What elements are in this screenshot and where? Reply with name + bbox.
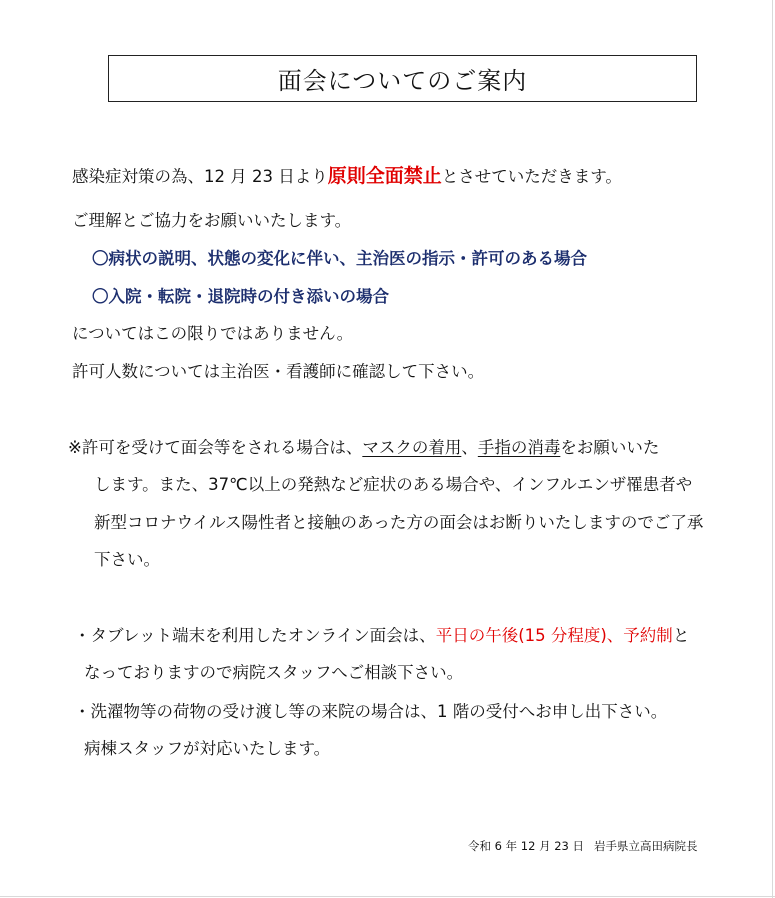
exception-item-2: 〇入院・転院・退院時の付き添いの場合 (92, 287, 389, 306)
notice-line-4: 許可人数については主治医・看護師に確認して下さい。 (72, 362, 485, 381)
page-border-right (772, 0, 773, 898)
total-ban-emphasis: 原則全面禁止 (327, 165, 442, 187)
bullet-online-visit (74, 625, 689, 647)
bullet-online-visit-before: ・タブレット端末を利用したオンライン面会は、 (74, 626, 436, 645)
online-visit-conditions: 平日の午後(15 分程度)、予約制 (435, 626, 673, 645)
exception-item-1: 〇病状の説明、状態の変化に伴い、主治医の指示・許可のある場合 (92, 249, 587, 268)
caution-line-1-sep: 、 (461, 438, 478, 457)
notice-line-1-after: とさせていただきます。 (441, 167, 622, 186)
bullet-laundry-handover: ・洗濯物等の荷物の受け渡し等の来院の場合は、1 階の受付へお申し出下さい。 (74, 702, 668, 721)
notice-line-1-before: 感染症対策の為、12 月 23 日より (72, 167, 328, 186)
page-title-text: 面会についてのご案内 (277, 67, 528, 95)
caution-line-1-before: ※許可を受けて面会等をされる場合は、 (68, 438, 363, 457)
caution-line-1-after: をお願いいた (560, 438, 660, 457)
caution-line-4: 下さい。 (94, 550, 160, 569)
caution-line-3: 新型コロナウイルス陽性者と接触のあった方の面会はお断りいたしますのでご了承 (94, 513, 704, 532)
bullet-online-visit-after: と (672, 626, 690, 645)
mask-wearing-text: マスクの着用 (362, 438, 462, 457)
footer (468, 838, 698, 854)
notice-line-1 (72, 165, 622, 188)
bullet-online-visit-line-2: なっておりますので病院スタッフへご相談下さい。 (84, 663, 464, 682)
footer-signature: 岩手県立高田病院長 (594, 839, 698, 853)
hand-sanitizing-text: 手指の消毒 (477, 438, 561, 457)
page-title (108, 55, 697, 102)
caution-line-2: します。また、37℃以上の発熱など症状のある場合や、インフルエンザ罹患者や (94, 475, 693, 494)
notice-line-3: についてはこの限りではありません。 (72, 324, 354, 343)
caution-line-1 (68, 437, 659, 459)
footer-date: 令和 6 年 12 月 23 日 (468, 839, 585, 853)
bullet-laundry-handover-line-2: 病棟スタッフが対応いたします。 (84, 739, 331, 758)
page-border-bottom (0, 896, 775, 897)
notice-line-2: ご理解とご協力をお願いいたします。 (72, 211, 352, 230)
